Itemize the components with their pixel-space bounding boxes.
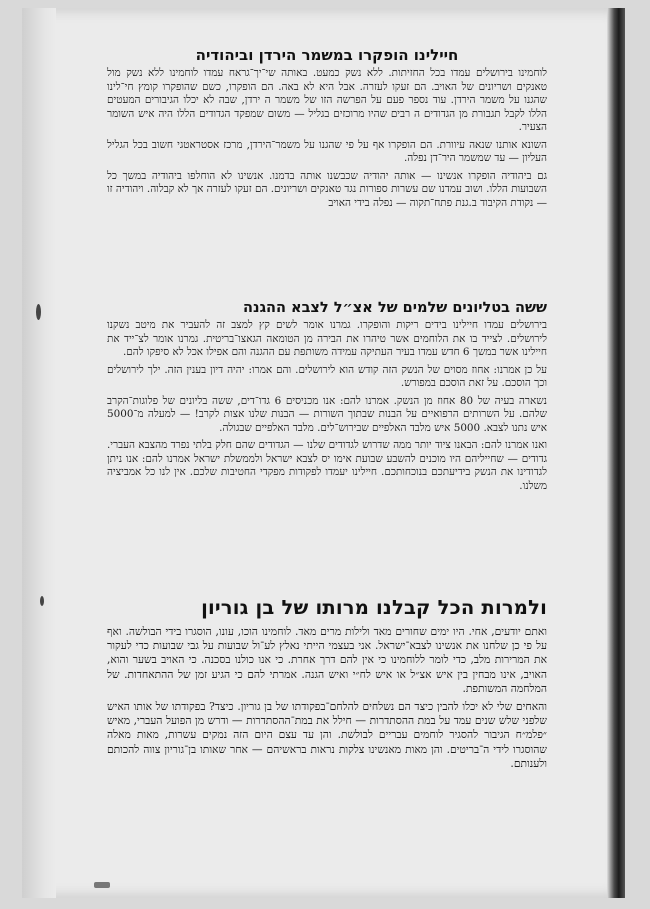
- article-paragraph: ואתם יודעים, אחי. היו ימים שחורים מאד ולילות מרים מאד. לוחמינו הוכו, עונו, הוסגרו בידי הבולשה. ואף על פי כן שלחנו את אנשינו לצבא־ישראל. אני בעצמי הייתי נאלץ לע־ול שבועות על גבי שבועות כדי לעקור את המרירות מלב, כדי לומר ללוחמינו כי אין להם דרך אחרת. כי אנו כולנו בסכנה. כי האויב בשער והוא, האויב, אינו מבחין בין איש אצ״ל או איש לח״י ואיש הגנה. אמרתי להם כי הגיע זמן של ההתאחדות. של המלחמה המשותפת.: [107, 625, 547, 695]
- article-paragraph: לוחמינו בירושלים עמדו בכל החזיתות. ללא נשק כמעט. באותה שי־יך־גראח עמדו לוחמינו ללא נשק מול טאנקים ושריונים של האויב. הם זעקו לעזרה. אבל היא לא באה. הם הופקרו, כשם שהופקרו קומץ חי־לינו שהגנו על משמר הירדן. עוד נספר פעם על הפרשה הזו של משמר ה ירדן, שבה לא יכלו הגיבורים המעטים הללו לקבל תגבורת מן הגדודים ה רבים שהיו מרוכזים בגליל — משום שמפקד הגדודים הללו היה איש השומר הצעיר.: [107, 67, 547, 133]
- scan-speck: [40, 596, 44, 606]
- scan-speck: [36, 304, 41, 320]
- scanned-page: [22, 8, 625, 898]
- article-paragraph: גם ביהודיה הופקרו אנשינו — אותה יהודיה שכבשנו אותה בדמנו. אנשינו לא הוחלפו ביהודיה במשך כל השבועות הללו. ושוב עמדנו שם עשרות ספורות נגד טאנקים ושריונים. הם זעקו לעזרה אך לא קבלוה. ויהודיה זו — נקודת הקיבוד ב.גנת פתח־תקוה — נפלה בידי האויב: [107, 169, 547, 209]
- article-jordan-yehudiya: [107, 46, 547, 214]
- article-title: ששה בטליונים שלמים של אצ״ל לצבא ההגנה: [243, 300, 547, 316]
- article-six-battalions: [107, 300, 547, 497]
- page-gutter-shadow: [22, 8, 56, 898]
- article-paragraph: והאחים שלי לא יכלו להבין כיצד הם נשלחים להלחם־בפקודתו של בן גוריון. כיצד? בפקודתו של אותו האיש שלפני שלש שנים עמד על במת ההסתדרות — חילל את במת־ההסתדרות — ודרש מן הפועל העברי, מאיש ״פלמ״ח הגיבור להסגיר לוחמים עבריים לבולשת. והן עד עצם היום הזה נמקים עשרות, מאות מאלה שהוסגרו לידי ה־בריטים. והן מאות מאנשינו צלקות נראות בראשיהם — אחר שאותו בן־גוריון צווה להכותם ולענותם.: [107, 700, 547, 770]
- article-paragraph: נשארה בעיה של 80 אחוז מן הנשק. אמרנו להם: אנו מכניסים 6 גדו־דים, ששה בליונים של פלוגות־הקרב שלהם. על השרותים הרפואיים על הבנות שבתוך השורות — הבנות שלנו אצות לקרב! — למעלה מ־5000 איש נתנו לצבא. 5000 איש מלבד האלפיים שבירוש־לים. מלבד האלפיים שבגולה.: [107, 394, 547, 434]
- scan-speck: [94, 882, 110, 888]
- article-paragraph: ואנו אמרנו להם: הבאנו ציוד יותר ממה שדרוש לגדודים שלנו — הגדודים שהם חלק בלתי נפרד מהצבא העברי. גדודים — שחייליהם היו מוכנים להשבע שבועת אימו יס לצבא ישראל ולממשלת ישראל אמרנו להם: אנו ניתן לגדודינו את הנשק בידיעתכם בנוכחותכם. חיילינו יעמדו לפקודות מפקדי החטיבות שלכם. אין לנו כל אמביציה משלנו.: [107, 439, 547, 492]
- article-paragraph: בירושלים עמדו חיילינו בידים ריקות והופקרו. גמרנו אומר לשים קץ למצב זה להעביר את מיטב נשקנו לירושלים. לצייד בו את הלוחמים אשר טיהרו את הבירה מן הטומאה הגאצו־בריטית. גמרנו אומר לצ־ייד את חיילינו אשר במשך 6 חדש עמדו בעיר העתיקה עמידה משותפת עם ההגנה והם אפילו אכל לא סיפקו להם.: [107, 319, 547, 358]
- article-paragraph: על כן אמרנו: אחוז מסוים של הנשק הזה קודש הוא לירושלים. והם אמרו: יהיה דיון בענין הזה. ילך לירושלים וכך הוסכם. על זאת הוסכם במפורש.: [107, 363, 547, 389]
- article-ben-gurion-authority: [107, 596, 547, 775]
- article-title: ולמרות הכל קבלנו מרותו של בן גוריון: [201, 596, 547, 619]
- page-edge-shadow: [607, 8, 625, 898]
- article-title: חיילינו הופקרו במשמר הירדן וביהודיה: [195, 46, 459, 64]
- article-paragraph: השונא אותנו שנאה עיוורת. הם הופקרו אף על פי שהגנו על משמר־הירדן, מרכז אסטראטגי חשוב בכל הגליל העליון — עד שמשמר היר־דן נפלה.: [107, 138, 547, 164]
